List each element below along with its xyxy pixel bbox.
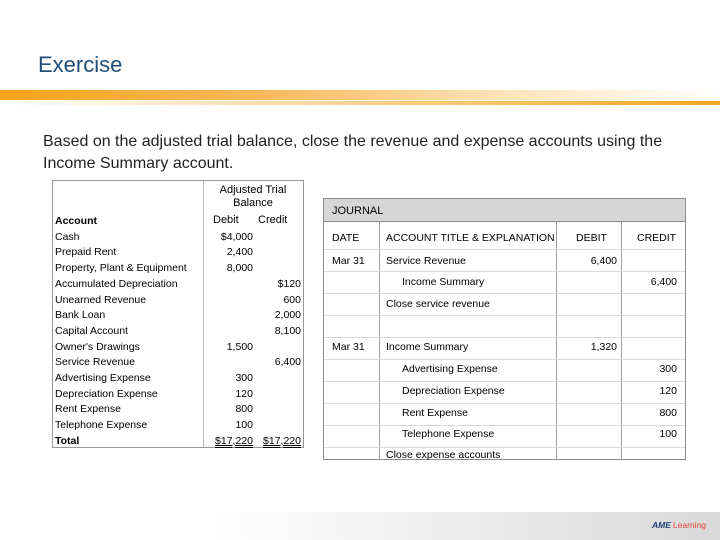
total-label: Total xyxy=(55,434,80,447)
credit-amount: 6,400 xyxy=(650,276,677,288)
table-row xyxy=(55,419,303,435)
credit-amount: 800 xyxy=(659,407,677,419)
debit-amount: 6,400 xyxy=(590,255,617,267)
table-row xyxy=(55,262,303,278)
debit-amount: 1,320 xyxy=(590,341,617,353)
entry-date: Mar 31 xyxy=(332,341,365,353)
logo-brand: AME xyxy=(652,520,671,530)
row-divider xyxy=(324,271,685,272)
row-divider xyxy=(324,249,685,250)
total-credit: $17,220 xyxy=(263,434,301,447)
logo-suffix: Learning xyxy=(672,520,706,530)
table-row xyxy=(55,325,303,341)
column-divider xyxy=(556,222,557,459)
debit-value: 8,000 xyxy=(226,262,253,275)
row-divider xyxy=(324,425,685,426)
header-line-1: Adjusted Trial xyxy=(219,184,287,196)
debit-value: $4,000 xyxy=(220,230,253,243)
date-column-header: DATE xyxy=(332,232,360,244)
credit-value: 600 xyxy=(283,293,301,306)
account-name: Property, Plant & Equipment xyxy=(55,262,187,275)
row-divider xyxy=(324,337,685,338)
row-divider xyxy=(324,403,685,404)
title-underline-bar xyxy=(0,90,720,108)
credit-amount: 120 xyxy=(659,385,677,397)
account-name: Cash xyxy=(55,230,80,243)
row-divider xyxy=(324,447,685,448)
account-name: Depreciation Expense xyxy=(55,387,158,400)
account-name: Telephone Expense xyxy=(55,419,148,432)
journal-title: JOURNAL xyxy=(332,205,384,217)
trial-balance-header xyxy=(203,184,303,210)
table-row xyxy=(55,388,303,404)
credit-amount: 100 xyxy=(659,428,677,440)
credit-value: 6,400 xyxy=(274,356,301,369)
table-row xyxy=(55,403,303,419)
account-title-column-header: ACCOUNT TITLE & EXPLANATION xyxy=(386,232,555,244)
instruction-text: Based on the adjusted trial balance, close the revenue and expense accounts using the Income Summary account. xyxy=(43,133,663,172)
credit-account: Income Summary xyxy=(402,276,485,288)
account-name: Bank Loan xyxy=(55,309,106,322)
credit-value: 2,000 xyxy=(274,309,301,322)
slide-title: Exercise xyxy=(38,52,123,77)
journal-table xyxy=(323,198,686,460)
row-divider xyxy=(324,293,685,294)
debit-value: 120 xyxy=(235,387,253,400)
account-name: Prepaid Rent xyxy=(55,246,117,259)
entry-explanation: Close service revenue xyxy=(386,298,490,310)
account-name: Rent Expense xyxy=(55,403,121,416)
footer-bar xyxy=(0,512,720,540)
debit-column-header: Debit xyxy=(213,214,239,226)
row-divider xyxy=(324,359,685,360)
account-name: Unearned Revenue xyxy=(55,293,147,306)
table-row xyxy=(55,231,303,247)
account-column-header: Account xyxy=(55,215,97,227)
credit-column-header: Credit xyxy=(258,214,288,226)
credit-column-header: CREDIT xyxy=(637,232,677,244)
trial-balance-table xyxy=(52,180,304,448)
debit-value: 1,500 xyxy=(226,340,253,353)
debit-value: 800 xyxy=(235,403,253,416)
total-row xyxy=(55,435,303,451)
debit-column-header: DEBIT xyxy=(576,232,607,244)
credit-amount: 300 xyxy=(659,363,677,375)
row-divider xyxy=(324,381,685,382)
credit-value: 8,100 xyxy=(274,324,301,337)
debit-value: 300 xyxy=(235,372,253,384)
account-name: Accumulated Depreciation xyxy=(55,277,178,290)
row-divider xyxy=(324,315,685,316)
credit-account: Depreciation Expense xyxy=(402,385,505,397)
table-row xyxy=(55,246,303,262)
table-row xyxy=(55,309,303,325)
debit-account: Service Revenue xyxy=(386,255,466,267)
brand-logo xyxy=(652,520,706,530)
entry-explanation: Close expense accounts xyxy=(386,449,501,461)
credit-account: Rent Expense xyxy=(402,407,468,419)
column-divider xyxy=(379,222,380,459)
total-debit: $17,220 xyxy=(215,434,253,447)
account-name: Advertising Expense xyxy=(55,372,151,384)
table-row xyxy=(55,294,303,310)
debit-value: 2,400 xyxy=(226,246,253,259)
entry-date: Mar 31 xyxy=(332,255,365,267)
credit-account: Advertising Expense xyxy=(402,363,498,375)
credit-account: Telephone Expense xyxy=(402,428,495,440)
account-name: Capital Account xyxy=(55,324,128,337)
header-line-2: Balance xyxy=(233,197,273,209)
table-row xyxy=(55,356,303,372)
column-divider xyxy=(621,222,622,459)
account-name: Service Revenue xyxy=(55,356,135,369)
account-name: Owner's Drawings xyxy=(55,340,140,353)
table-row xyxy=(55,341,303,357)
credit-value: $120 xyxy=(277,277,301,290)
table-row xyxy=(55,372,303,388)
journal-header xyxy=(324,199,685,222)
account-header-row xyxy=(55,215,303,231)
table-row xyxy=(55,278,303,294)
debit-value: 100 xyxy=(235,419,253,432)
debit-account: Income Summary xyxy=(386,341,469,353)
